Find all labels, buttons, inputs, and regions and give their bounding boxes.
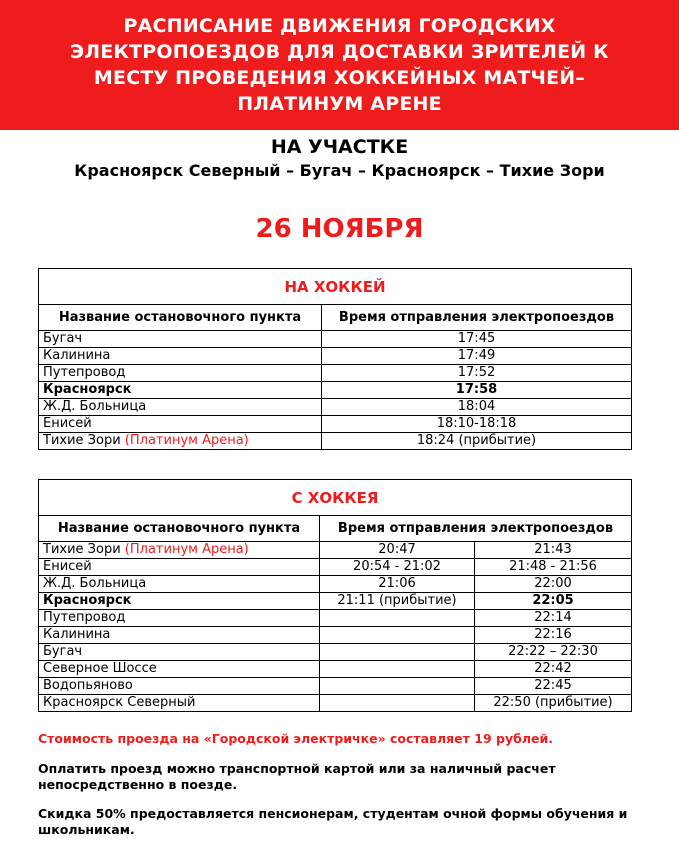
- departure-time-2: 22:16: [475, 627, 632, 644]
- table-row: [39, 365, 632, 382]
- departure-time-2: 22:05: [475, 593, 632, 610]
- table-row: [39, 576, 632, 593]
- departure-time: 17:58: [322, 382, 632, 399]
- departure-time-2: 21:48 - 21:56: [475, 559, 632, 576]
- page-title: РАСПИСАНИЕ ДВИЖЕНИЯ ГОРОДСКИХ ЭЛЕКТРОПОЕЗДОВ ДЛЯ ДОСТАВКИ ЗРИТЕЛЕЙ К МЕСТУ ПРОВЕДЕНИЯ ХОККЕЙНЫХ МАТЧЕЙ– ПЛАТИНУМ АРЕНЕ: [70, 15, 609, 115]
- stop-name: Бугач: [39, 644, 320, 661]
- table-caption: НА ХОККЕЙ: [39, 269, 632, 305]
- table-row: [39, 678, 632, 695]
- departure-time: 18:04: [322, 399, 632, 416]
- table-row: [39, 331, 632, 348]
- table-row: [39, 348, 632, 365]
- column-header-time: Время отправления электропоездов: [320, 516, 632, 542]
- departure-time-1: 21:06: [320, 576, 475, 593]
- table-caption: С ХОККЕЯ: [39, 480, 632, 516]
- venue-note: (Платинум Арена): [124, 542, 249, 557]
- departure-time: 17:49: [322, 348, 632, 365]
- departure-time-1: [320, 695, 475, 712]
- stop-name-cell: [39, 542, 320, 559]
- stop-name: Красноярск: [39, 382, 322, 399]
- departure-time: 17:52: [322, 365, 632, 382]
- departure-time-1: [320, 661, 475, 678]
- stop-name: Ж.Д. Больница: [39, 399, 322, 416]
- departure-time: 18:10-18:18: [322, 416, 632, 433]
- stop-name: Красноярск: [39, 593, 320, 610]
- price-note: Стоимость проезда на «Городской электричке» составляет 19 рублей.: [38, 731, 553, 746]
- schedule-date: 26 НОЯБРЯ: [255, 214, 424, 244]
- stop-name: Тихие Зори: [43, 542, 121, 557]
- departure-time-2: 22:45: [475, 678, 632, 695]
- table-row: [39, 433, 632, 450]
- table-row: [39, 542, 632, 559]
- header-banner: [0, 0, 679, 130]
- departure-time-1: [320, 610, 475, 627]
- departure-time: 18:24 (прибытие): [322, 433, 632, 450]
- table-row: [39, 559, 632, 576]
- departure-time: 17:45: [322, 331, 632, 348]
- stop-name: Бугач: [39, 331, 322, 348]
- departure-time-1: 20:47: [320, 542, 475, 559]
- departure-time-2: 21:43: [475, 542, 632, 559]
- table-row: [39, 695, 632, 712]
- stop-name: Путепровод: [39, 610, 320, 627]
- table-row: [39, 416, 632, 433]
- departure-time-2: 22:14: [475, 610, 632, 627]
- departure-time-2: 22:42: [475, 661, 632, 678]
- departure-time-2: 22:50 (прибытие): [475, 695, 632, 712]
- table-row: [39, 399, 632, 416]
- section-heading: НА УЧАСТКЕ: [270, 136, 409, 158]
- schedule-table-to-hockey: [38, 268, 632, 450]
- discount-note: Скидка 50% предоставляется пенсионерам, студентам очной формы обучения и школьникам.: [38, 806, 628, 837]
- stop-name-cell: [39, 433, 322, 450]
- venue-note: (Платинум Арена): [124, 433, 249, 448]
- column-header-stop: Название остановочного пункта: [39, 516, 320, 542]
- table-row: [39, 661, 632, 678]
- column-header-time: Время отправления электропоездов: [322, 305, 632, 331]
- stop-name: Красноярск Северный: [39, 695, 320, 712]
- stop-name: Енисей: [39, 559, 320, 576]
- stop-name: Водопьяново: [39, 678, 320, 695]
- stop-name: Енисей: [39, 416, 322, 433]
- table-row: [39, 610, 632, 627]
- departure-time-1: 21:11 (прибытие): [320, 593, 475, 610]
- departure-time-2: 22:22 – 22:30: [475, 644, 632, 661]
- table-row: [39, 644, 632, 661]
- stop-name: Калинина: [39, 348, 322, 365]
- stop-name: Калинина: [39, 627, 320, 644]
- stop-name: Северное Шоссе: [39, 661, 320, 678]
- departure-time-1: [320, 627, 475, 644]
- departure-time-1: [320, 678, 475, 695]
- table-row: [39, 627, 632, 644]
- payment-note: Оплатить проезд можно транспортной картой или за наличный расчет непосредственно в поезде.: [38, 761, 556, 792]
- table-row: [39, 593, 632, 610]
- departure-time-1: 20:54 - 21:02: [320, 559, 475, 576]
- route-name: Красноярск Северный – Бугач – Красноярск – Тихие Зори: [74, 161, 605, 180]
- stop-name: Тихие Зори: [43, 433, 121, 448]
- column-header-stop: Название остановочного пункта: [39, 305, 322, 331]
- table-row: [39, 382, 632, 399]
- stop-name: Путепровод: [39, 365, 322, 382]
- stop-name: Ж.Д. Больница: [39, 576, 320, 593]
- departure-time-2: 22:00: [475, 576, 632, 593]
- departure-time-1: [320, 644, 475, 661]
- schedule-table-from-hockey: [38, 479, 632, 712]
